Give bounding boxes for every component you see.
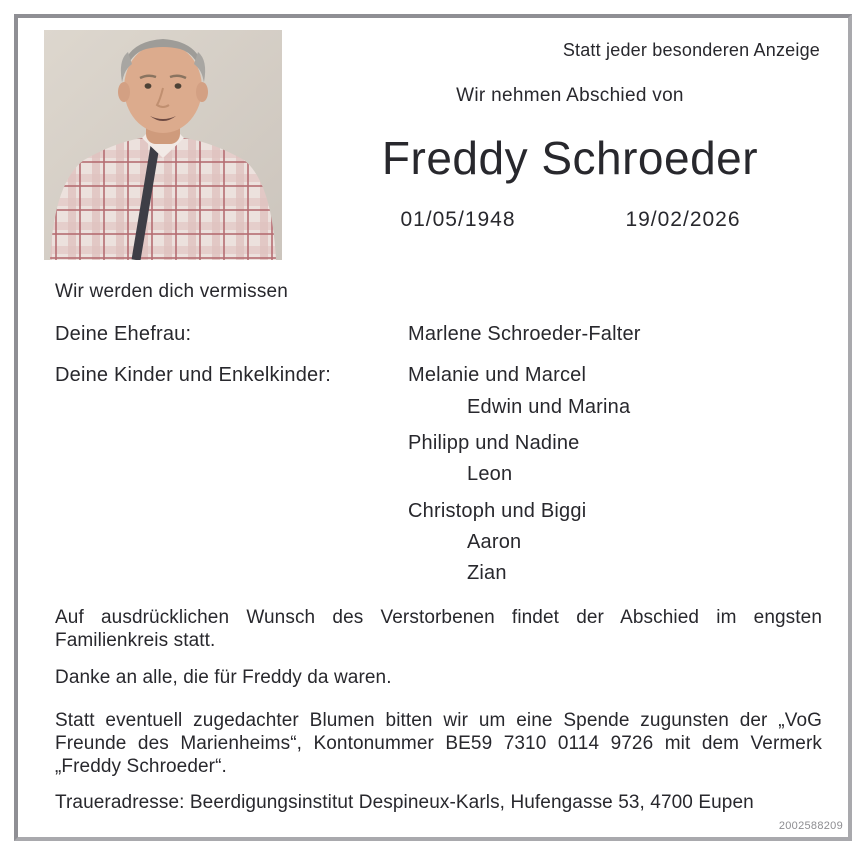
child-name: Philipp und Nadine <box>408 432 580 454</box>
mourning-address: Traueradresse: Beerdigungsinstitut Despineux-Karls, Hufengasse 53, 4700 Eupen <box>55 792 754 813</box>
birth-date: 01/05/1948 <box>400 208 516 231</box>
missing-line: Wir werden dich vermissen <box>55 281 289 302</box>
death-date: 19/02/2026 <box>625 208 741 231</box>
farewell-intro: Wir nehmen Abschied von <box>456 85 684 106</box>
children-label: Deine Kinder und Enkelkinder: <box>55 364 331 386</box>
child-name: Leon <box>467 463 513 485</box>
top-note: Statt jeder besonderen Anzeige <box>562 40 820 60</box>
reference-number: 2002588209 <box>778 820 843 832</box>
portrait-photo <box>44 30 282 260</box>
donation-paragraph: Statt eventuell zugedachter Blumen bitten wir um eine Spende zugunsten der „VoG Freunde des Marienheims“, Kontonummer BE59 7310 0114 9726 mit dem Vermerk „Freddy Schroeder“. <box>55 710 822 777</box>
wife-label: Deine Ehefrau: <box>55 323 192 345</box>
child-name: Melanie und Marcel <box>408 364 587 386</box>
child-name: Edwin und Marina <box>467 396 631 418</box>
portrait-illustration <box>44 30 282 260</box>
wish-paragraph: Auf ausdrücklichen Wunsch des Verstorbenen findet der Abschied im engsten Familienkreis statt. <box>55 607 822 651</box>
deceased-name: Freddy Schroeder <box>381 132 759 184</box>
child-name: Christoph und Biggi <box>408 500 587 522</box>
thanks-paragraph: Danke an alle, die für Freddy da waren. <box>55 667 392 688</box>
child-name: Zian <box>467 562 507 584</box>
wife-name: Marlene Schroeder-Falter <box>408 323 641 345</box>
child-name: Aaron <box>467 531 522 553</box>
